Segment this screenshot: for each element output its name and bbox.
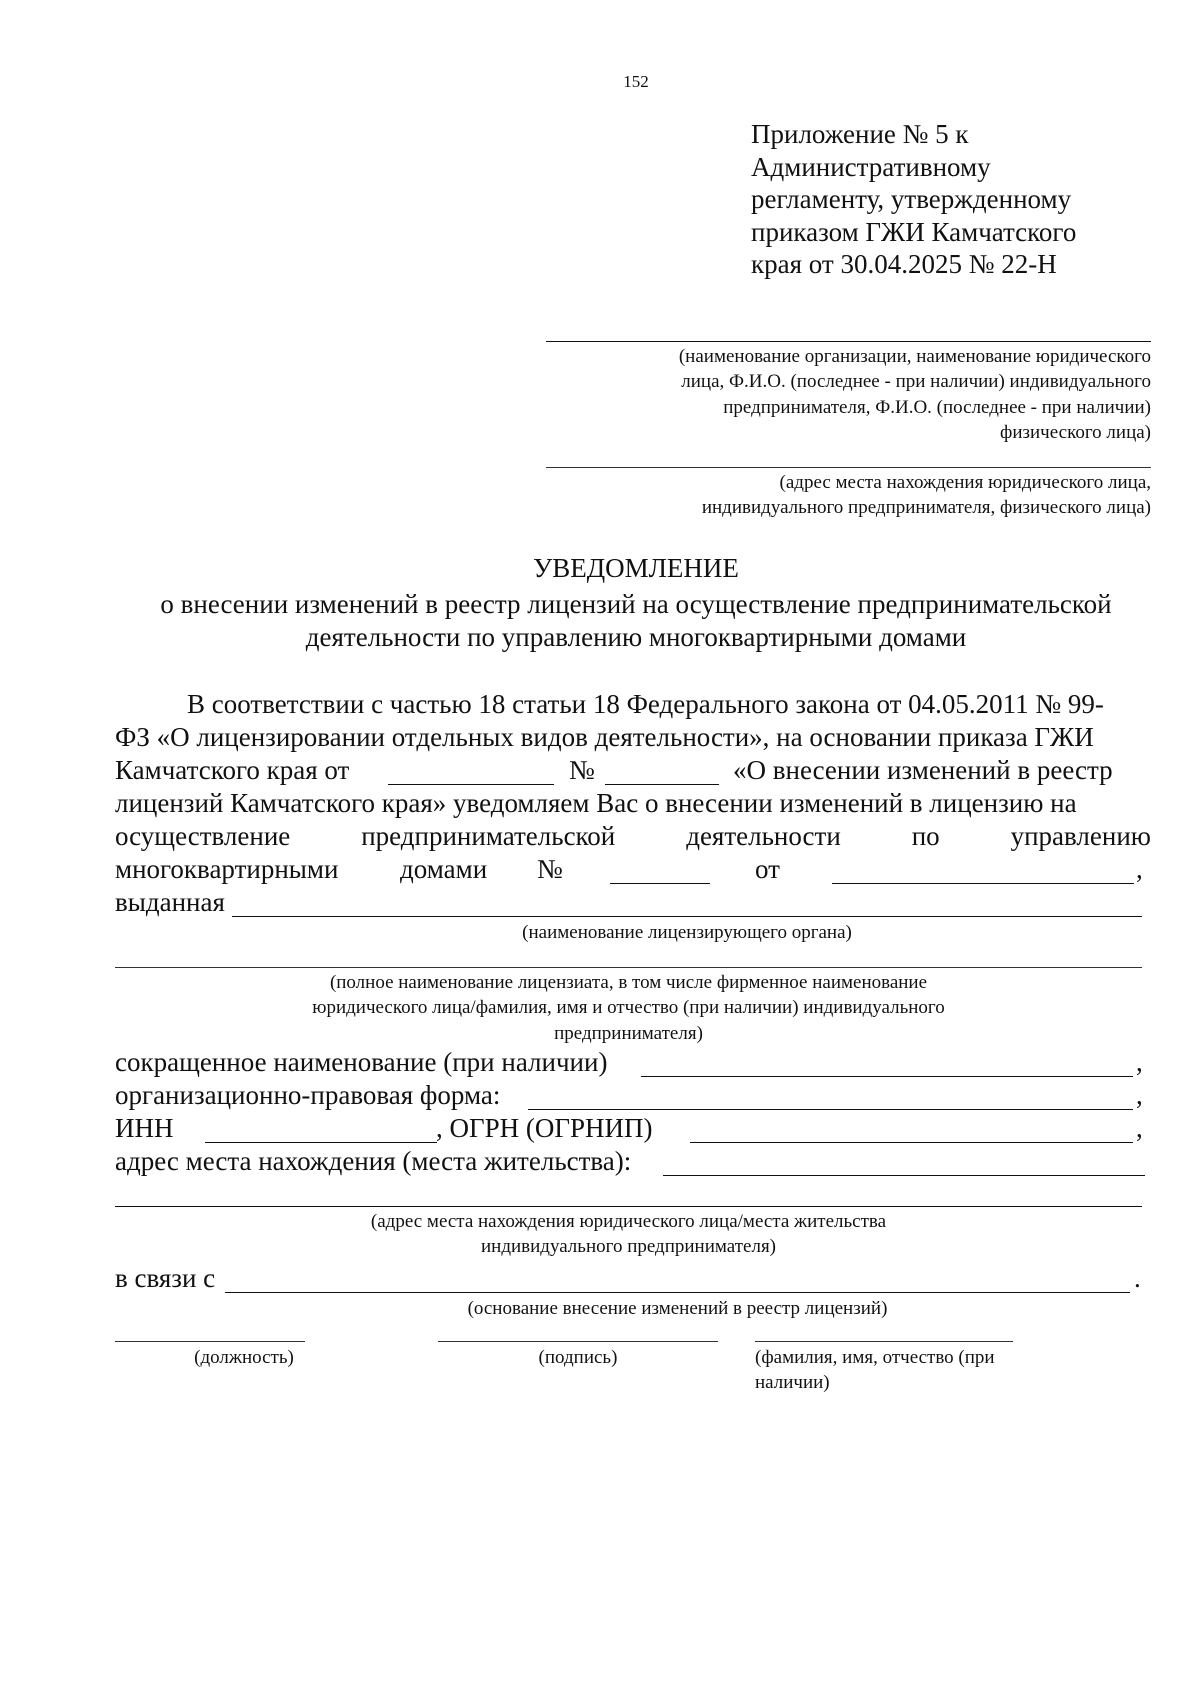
appendix-line: регламенту, утвержденному — [751, 184, 1072, 214]
reason-field[interactable] — [225, 1292, 1130, 1293]
addressee-name-line[interactable] — [546, 341, 1151, 342]
body-line-6-c: № — [537, 854, 563, 884]
licensing-body-field[interactable] — [232, 916, 1142, 917]
order-date-field[interactable] — [388, 784, 554, 785]
body-line-4: лицензий Камчатского края» уведомляем Вас о внесении изменений в лицензию на — [115, 788, 1077, 818]
inn-label: ИНН — [115, 1113, 174, 1143]
addressee-address-note: (адрес места нахождения юридического лица, индивидуального предпринимателя, физического лица) — [701, 472, 1151, 519]
addressee-name-note: (наименование организации, наименование юридического лица, Ф.И.О. (последнее - при наличии) индивидуального предпринимателя, Ф.И.О. (последнее - при наличии) физического лица) — [678, 346, 1151, 443]
appendix-line: Приложение № 5 к — [751, 119, 969, 149]
appendix-line: Административному — [751, 151, 991, 182]
appendix-block — [751, 118, 1076, 281]
comma: , — [1136, 1080, 1143, 1110]
license-date-field[interactable] — [832, 883, 1134, 884]
inn-field[interactable] — [205, 1142, 437, 1143]
body-line-3-c: «О внесении изменений в реестр — [733, 755, 1113, 785]
position-field[interactable] — [115, 1341, 305, 1342]
licensee-note: (полное наименование лицензиата, в том числе фирменное наименование юридического лица/фамилия, имя и отчество (при наличии) индивидуального предпринимателя) — [312, 972, 945, 1044]
address-field[interactable] — [663, 1175, 1145, 1176]
body-line-3-a: Камчатского края от — [115, 755, 350, 785]
full-name-note: (фамилия, имя, отчество (при наличии) — [755, 1347, 995, 1394]
signature-note: (подпись) — [538, 1347, 618, 1368]
appendix-line: края от 30.04.2025 № 22-Н — [751, 249, 1057, 279]
body-line-1: В соответствии с частью 18 статьи 18 Федерального закона от 04.05.2011 № 99- — [187, 689, 1104, 719]
legal-form-field[interactable] — [528, 1109, 1133, 1110]
comma: , — [1136, 854, 1143, 884]
reason-label: в связи с — [115, 1263, 216, 1293]
ogrn-label: , ОГРН (ОГРНИП) — [436, 1113, 653, 1143]
comma: , — [1136, 1113, 1143, 1143]
period: . — [1134, 1263, 1141, 1293]
address-label: адрес места нахождения (места жительства): — [115, 1146, 632, 1176]
body-line-2: ФЗ «О лицензировании отдельных видов деятельности», на основании приказа ГЖИ — [115, 722, 1094, 752]
address-field-2[interactable] — [115, 1206, 1142, 1207]
body-line-5: осуществление предпринимательской деятельности по управлению — [115, 821, 1151, 851]
body-line-6-a: многоквартирными — [115, 854, 339, 884]
ogrn-field[interactable] — [690, 1142, 1133, 1143]
body-line-3-b: № — [569, 755, 595, 785]
licensing-body-note: (наименование лицензирующего органа) — [522, 922, 852, 943]
signature-field[interactable] — [438, 1341, 718, 1342]
comma: , — [1136, 1047, 1143, 1077]
position-note: (должность) — [194, 1347, 294, 1368]
page-number: 152 — [623, 72, 649, 91]
license-number-field[interactable] — [610, 883, 710, 884]
reason-note: (основание внесение изменений в реестр лицензий) — [467, 1298, 888, 1319]
issued-label: выданная — [115, 887, 225, 917]
addressee-address-line[interactable] — [546, 467, 1151, 468]
short-name-field[interactable] — [641, 1076, 1133, 1077]
document-subtitle: о внесении изменений в реестр лицензий на осуществление предпринимательской деятельности по управлению многоквартирными домами — [160, 589, 1112, 652]
order-number-field[interactable] — [605, 784, 719, 785]
legal-form-label: организационно-правовая форма: — [115, 1080, 501, 1110]
body-line-6-d: от — [755, 854, 780, 884]
document-title: УВЕДОМЛЕНИЕ — [533, 553, 739, 583]
body-line-6-b: домами — [400, 854, 488, 884]
licensee-full-name-field[interactable] — [115, 967, 1142, 968]
address-note: (адрес места нахождения юридического лица/места жительства индивидуального предпринимателя) — [370, 1211, 887, 1258]
appendix-line: приказом ГЖИ Камчатского — [751, 216, 1077, 247]
full-name-field[interactable] — [755, 1341, 1013, 1342]
short-name-label: сокращенное наименование (при наличии) — [115, 1047, 608, 1077]
